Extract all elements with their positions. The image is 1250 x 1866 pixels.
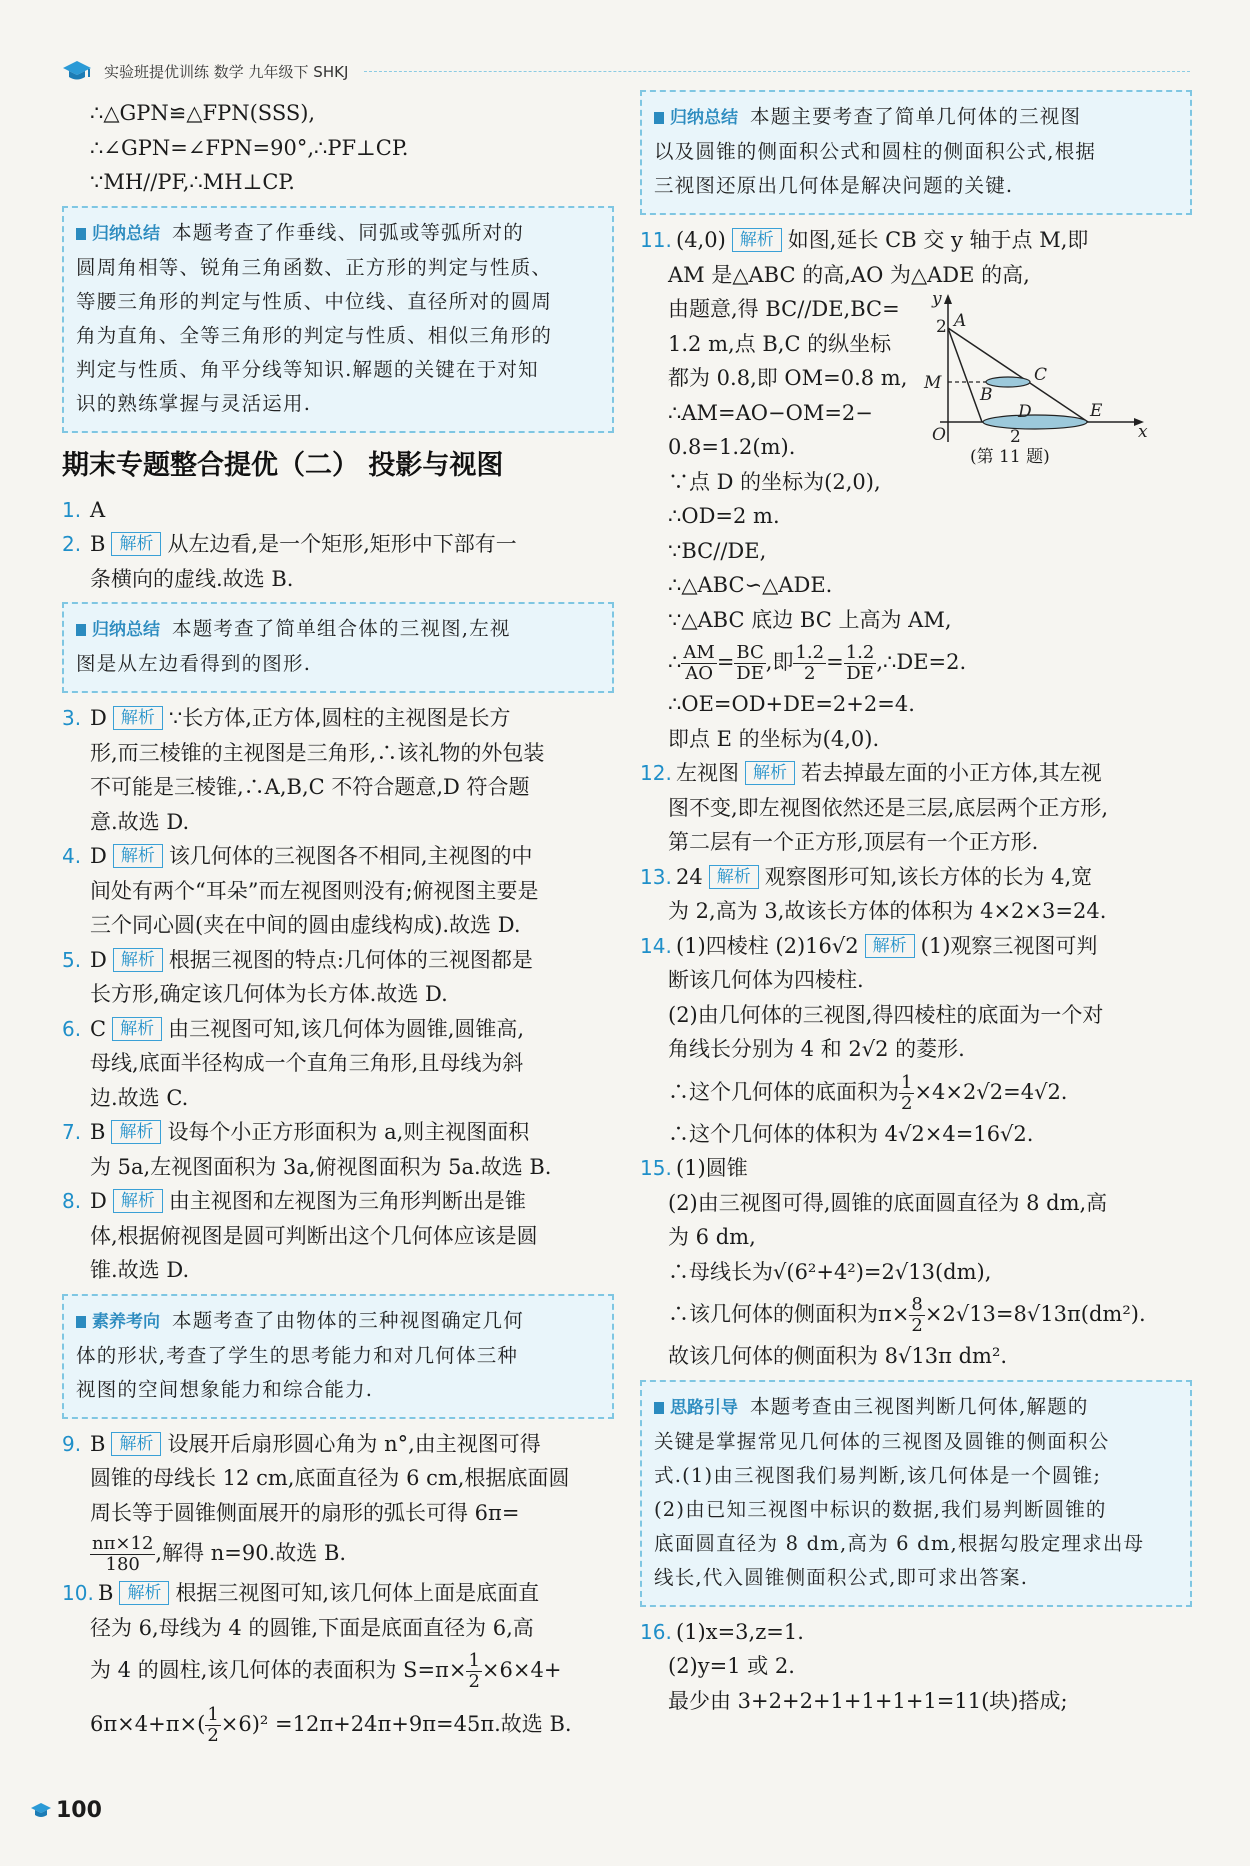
question-number: 16. <box>640 1619 672 1644</box>
analysis-text: 设每个小正方形面积为 a,则主视图面积 <box>167 1120 530 1144</box>
page-number <box>30 1798 102 1823</box>
box-line: 式.(1)由三视图我们易判断,该几何体是一个圆锥; <box>654 1463 1102 1487</box>
fig-label-e: E <box>1090 401 1103 421</box>
question-6 <box>62 1012 614 1116</box>
analysis-text: 意.故选 D. <box>90 809 190 834</box>
analysis-text: (2)由几何体的三视图,得四棱柱的底面为一个对 <box>668 1002 1104 1027</box>
answer: B <box>90 532 106 556</box>
analysis-text: 三个同心圆(夹在中间的圆由虚线构成).故选 D. <box>90 913 521 937</box>
question-12 <box>640 756 1192 860</box>
question-number: 7. <box>62 1120 82 1144</box>
analysis-text: 如图,延长 CB 交 y 轴于点 M,即 <box>787 228 1089 252</box>
box-line: 等腰三角形的判定与性质、中位线、直径所对的圆周 <box>76 289 553 313</box>
analysis-tag: 解析 <box>113 1189 163 1213</box>
question-2 <box>62 527 614 596</box>
question-14 <box>640 929 1192 1152</box>
summary-tag: 归纳总结 <box>76 613 160 647</box>
literacy-tag: 素养考向 <box>76 1305 160 1339</box>
analysis-text: ∴OD=2 m. <box>668 504 780 528</box>
analysis-text: ∴母线长为√(6²+4²)=2√13(dm), <box>668 1259 992 1284</box>
q11-figure <box>910 292 1150 457</box>
analysis-text: 根据三视图的特点:几何体的三视图都是 <box>168 947 533 972</box>
question-number: 5. <box>62 947 82 972</box>
analysis-text: 故该几何体的侧面积为 8√13π dm². <box>668 1344 1008 1368</box>
analysis-text: 不可能是三棱锥,∴A,B,C 不符合题意,D 符合题 <box>90 775 530 799</box>
answer: 24 <box>676 864 703 889</box>
question-11 <box>640 223 1192 756</box>
analysis-text: 间处有两个“耳朵”而左视图则没有;俯视图主要是 <box>90 878 539 903</box>
analysis-text: ∴OE=OD+DE=2+2=4. <box>668 692 915 716</box>
box-line: (2)由已知三视图中标识的数据,我们易判断圆锥的 <box>654 1497 1107 1521</box>
proof-line: ∴△GPN≌△FPN(SSS), <box>90 101 316 125</box>
question-number: 3. <box>62 706 82 730</box>
question-number: 10. <box>62 1581 94 1605</box>
question-number: 9. <box>62 1431 82 1456</box>
analysis-text: 从左边看,是一个矩形,矩形中下部有一 <box>167 532 517 556</box>
answer-text: (2)y=1 或 2. <box>668 1654 795 1678</box>
analysis-tag: 解析 <box>119 1581 169 1605</box>
analysis-text: 边.故选 C. <box>90 1085 189 1110</box>
analysis-text: 为 6 dm, <box>668 1225 756 1249</box>
analysis-tag: 解析 <box>113 706 163 730</box>
answer: (1)四棱柱 (2)16√2 <box>676 933 859 958</box>
running-header <box>62 54 1190 88</box>
analysis-text: 周长等于圆锥侧面展开的扇形的弧长可得 6π= <box>90 1500 520 1525</box>
box-line: 角为直角、全等三角形的判定与性质、相似三角形的 <box>76 323 553 347</box>
figure-caption: (第 11 题) <box>970 447 1050 467</box>
analysis-text: ∵点 D 的坐标为(2,0), <box>668 469 881 494</box>
analysis-tag: 解析 <box>112 1017 162 1041</box>
question-number: 6. <box>62 1016 82 1041</box>
fraction: $\frac{1.2}{2}$ <box>795 642 825 684</box>
fraction: $\frac{AM}{AO}$ <box>683 642 715 684</box>
question-5 <box>62 943 614 1012</box>
right-column <box>640 84 1192 1718</box>
analysis-text: (2)由三视图可得,圆锥的底面圆直径为 8 dm,高 <box>668 1190 1108 1215</box>
fig-label-d: D <box>1018 402 1032 422</box>
analysis-text: 由题意,得 BC//DE,BC= <box>668 297 900 321</box>
analysis-text: 即点 E 的坐标为(4,0). <box>668 726 880 751</box>
question-number: 13. <box>640 864 672 889</box>
header-text: 实验班提优训练 数学 九年级下 SHKJ <box>104 62 349 81</box>
analysis-text: 长方形,确定该几何体为长方体.故选 D. <box>90 982 448 1006</box>
question-number: 15. <box>640 1156 672 1180</box>
answer: D <box>90 844 107 868</box>
analysis-text: $\frac{n\pi\times 12}{180}$ ,解得 n=90.故选 B. <box>92 1533 347 1575</box>
analysis-text: (1)观察三视图可判 <box>920 933 1098 958</box>
analysis-tag: 解析 <box>111 532 161 556</box>
box-line: 关键是掌握常见几何体的三视图及圆锥的侧面积公 <box>654 1429 1110 1453</box>
analysis-text: 都为 0.8,即 OM=0.8 m, <box>668 366 908 390</box>
question-15 <box>640 1151 1192 1374</box>
graduation-cap-icon <box>30 1801 52 1821</box>
analysis-text: 圆锥的母线长 12 cm,底面直径为 6 cm,根据底面圆 <box>90 1466 570 1490</box>
analysis-text: 若去掉最左面的小正方体,其左视 <box>801 761 1102 785</box>
answer: A <box>90 497 106 522</box>
answer: B <box>98 1581 114 1605</box>
fig-label-2y: 2 <box>936 317 947 337</box>
fraction: $\frac{8}{2}$ <box>911 1294 923 1336</box>
fraction: $\frac{1}{2}$ <box>468 1650 480 1692</box>
box-line: 识的熟练掌握与灵活运用. <box>76 391 312 415</box>
box-line: 本题考查了简单组合体的三视图,左视 <box>172 617 511 640</box>
fig-label-2x: 2 <box>1010 427 1021 447</box>
analysis-text: 1.2 m,点 B,C 的纵坐标 <box>668 331 892 356</box>
analysis-tag: 解析 <box>865 934 915 958</box>
answer: 左视图 <box>676 761 739 785</box>
answer: C <box>90 1016 107 1041</box>
question-3 <box>62 701 614 839</box>
analysis-text: 为 5a,左视图面积为 3a,俯视图面积为 5a.故选 B. <box>90 1154 552 1179</box>
analysis-text: 该几何体的三视图各不相同,主视图的中 <box>168 844 533 868</box>
answer: (4,0) <box>676 228 726 252</box>
analysis-text: ∴该几何体的侧面积为π× $\frac{8}{2}$ ×2√13=8√13π(dm²). <box>668 1294 1146 1336</box>
fraction: $\frac{1}{2}$ <box>901 1071 913 1114</box>
question-number: 4. <box>62 844 82 868</box>
box-line: 以及圆锥的侧面积公式和圆柱的侧面积公式,根据 <box>654 140 1097 163</box>
analysis-text: 6π×4+π×( $\frac{1}{2}$ ×6)² =12π+24π+9π=45π.故选 B. <box>90 1704 572 1746</box>
summary-tag: 归纳总结 <box>76 217 160 251</box>
analysis-text: ∴ $\frac{AM}{AO}$ = $\frac{BC}{DE}$ ,即 $\frac{1.2}{2}$ = $\frac{1.2}{DE}$ ,∴DE=2. <box>668 642 967 684</box>
answer: B <box>90 1120 106 1144</box>
graduation-cap-icon <box>62 56 92 86</box>
question-10 <box>62 1576 614 1753</box>
box-line: 视图的空间想象能力和综合能力. <box>76 1377 374 1401</box>
fig-label-c: C <box>1034 365 1048 385</box>
header-divider <box>364 71 1190 72</box>
analysis-text: ∴这个几何体的底面积为 $\frac{1}{2}$ ×4×2√2=4√2. <box>668 1071 1068 1114</box>
question-8 <box>62 1184 614 1288</box>
analysis-text: ∴AM=AO−OM=2− <box>668 400 873 425</box>
analysis-text: 根据三视图可知,该几何体上面是底面直 <box>175 1581 540 1605</box>
box-line: 底面圆直径为 8 dm,高为 6 dm,根据勾股定理求出母 <box>654 1531 1145 1555</box>
analysis-text: 断该几何体为四棱柱. <box>668 968 864 992</box>
fraction: $\frac{BC}{DE}$ <box>736 642 764 684</box>
answer: D <box>90 1189 107 1213</box>
analysis-text: ∴△ABC∽△ADE. <box>668 573 833 597</box>
proof-line: ∵MH//PF,∴MH⊥CP. <box>90 170 295 194</box>
box-line: 线长,代入圆锥侧面积公式,即可求出答案. <box>654 1565 1029 1589</box>
analysis-tag: 解析 <box>113 948 163 972</box>
question-number: 14. <box>640 933 672 958</box>
analysis-tag: 解析 <box>111 1432 161 1456</box>
guide-box <box>640 1380 1192 1607</box>
summary-box <box>640 90 1192 215</box>
question-9 <box>62 1427 614 1577</box>
question-1 <box>62 493 614 528</box>
summary-box <box>62 602 614 693</box>
analysis-tag: 解析 <box>709 865 759 889</box>
box-line: 体的形状,考查了学生的思考能力和对几何体三种 <box>76 1343 519 1367</box>
analysis-text: AM 是△ABC 的高,AO 为△ADE 的高, <box>668 262 1030 287</box>
analysis-text: 径为 6,母线为 4 的圆锥,下面是底面直径为 6,高 <box>90 1615 534 1640</box>
analysis-tag: 解析 <box>745 761 795 785</box>
box-line: 本题主要考查了简单几何体的三视图 <box>750 105 1082 128</box>
answer: B <box>90 1431 106 1456</box>
fraction: $\frac{1.2}{DE}$ <box>845 642 875 684</box>
section-title: 期末专题整合提优（二） 投影与视图 <box>62 449 504 481</box>
analysis-text: 图不变,即左视图依然还是三层,底层两个正方形, <box>668 795 1109 820</box>
answer-text: (1)x=3,z=1. <box>676 1619 804 1644</box>
proof-line: ∴∠GPN=∠FPN=90°,∴PF⊥CP. <box>90 135 409 160</box>
question-7 <box>62 1115 614 1184</box>
analysis-text: ∵长方体,正方体,圆柱的主视图是长方 <box>168 706 511 730</box>
fig-label-b: B <box>980 385 993 405</box>
analysis-text: 设展开后扇形圆心角为 n°,由主视图可得 <box>167 1431 541 1456</box>
question-number: 2. <box>62 532 82 556</box>
box-line: 判定与性质、角平分线等知识.解题的关键在于对知 <box>76 357 539 381</box>
analysis-text: 母线,底面半径构成一个直角三角形,且母线为斜 <box>90 1051 524 1075</box>
question-4 <box>62 839 614 943</box>
analysis-text: 体,根据俯视图是圆可判断出这个几何体应该是圆 <box>90 1223 538 1248</box>
answer: D <box>90 947 107 972</box>
analysis-text: 为 4 的圆柱,该几何体的表面积为 S=π× $\frac{1}{2}$ ×6×4+ <box>90 1650 562 1692</box>
question-number: 11. <box>640 228 672 252</box>
analysis-text: 第二层有一个正方形,顶层有一个正方形. <box>668 830 1039 854</box>
analysis-text: 形,而三棱锥的主视图是三角形,∴该礼物的外包装 <box>90 740 545 765</box>
answer-text: 最少由 3+2+2+1+1+1+1=11(块)搭成; <box>668 1688 1068 1713</box>
answer: D <box>90 706 107 730</box>
box-line: 圆周角相等、锐角三角函数、正方形的判定与性质、 <box>76 255 553 279</box>
fig-label-x: x <box>1138 422 1148 442</box>
answer-text: (1)圆锥 <box>676 1156 748 1180</box>
box-line: 本题考查了作垂线、同弧或等弧所对的 <box>172 220 524 244</box>
analysis-text: 锥.故选 D. <box>90 1258 190 1282</box>
summary-box <box>62 206 614 433</box>
fraction: $\frac{1}{2}$ <box>207 1704 219 1746</box>
guide-tag: 思路引导 <box>654 1391 738 1425</box>
fig-label-m: M <box>924 373 942 393</box>
box-line: 本题考查了由物体的三种视图确定几何 <box>172 1308 524 1332</box>
box-line: 本题考查由三视图判断几何体,解题的 <box>750 1394 1089 1418</box>
analysis-tag: 解析 <box>732 228 782 252</box>
fig-label-o: O <box>932 425 946 445</box>
question-16 <box>640 1615 1192 1719</box>
left-column <box>62 96 614 1753</box>
question-number: 12. <box>640 761 672 785</box>
box-line: 图是从左边看得到的图形. <box>76 652 312 675</box>
analysis-tag: 解析 <box>111 1120 161 1144</box>
summary-tag: 归纳总结 <box>654 101 738 135</box>
analysis-tag: 解析 <box>113 844 163 868</box>
question-number: 8. <box>62 1189 82 1213</box>
literacy-box <box>62 1294 614 1419</box>
analysis-text: 观察图形可知,该长方体的长为 4,宽 <box>764 864 1093 889</box>
figure-block <box>640 292 1192 465</box>
analysis-text: 由三视图可知,该几何体为圆锥,圆锥高, <box>168 1016 525 1041</box>
analysis-text: ∵△ABC 底边 BC 上高为 AM, <box>668 607 952 632</box>
fraction: $\frac{n\pi\times 12}{180}$ <box>92 1533 154 1575</box>
page-number-text: 100 <box>56 1798 102 1823</box>
analysis-text: 0.8=1.2(m). <box>668 435 796 459</box>
analysis-text: ∵BC//DE, <box>668 538 767 563</box>
analysis-text: 为 2,高为 3,故该长方体的体积为 4×2×3=24. <box>668 899 1107 923</box>
question-13 <box>640 860 1192 929</box>
analysis-text: 角线长分别为 4 和 2√2 的菱形. <box>668 1037 965 1061</box>
analysis-text: ∴这个几何体的体积为 4√2×4=16√2. <box>668 1121 1034 1146</box>
fig-label-a: A <box>954 311 967 331</box>
analysis-text: 条横向的虚线.故选 B. <box>90 566 294 591</box>
fig-label-y: y <box>932 292 942 309</box>
question-number: 1. <box>62 497 82 522</box>
analysis-text: 由主视图和左视图为三角形判断出是锥 <box>168 1189 526 1213</box>
box-line: 三视图还原出几何体是解决问题的关键. <box>654 174 1014 197</box>
